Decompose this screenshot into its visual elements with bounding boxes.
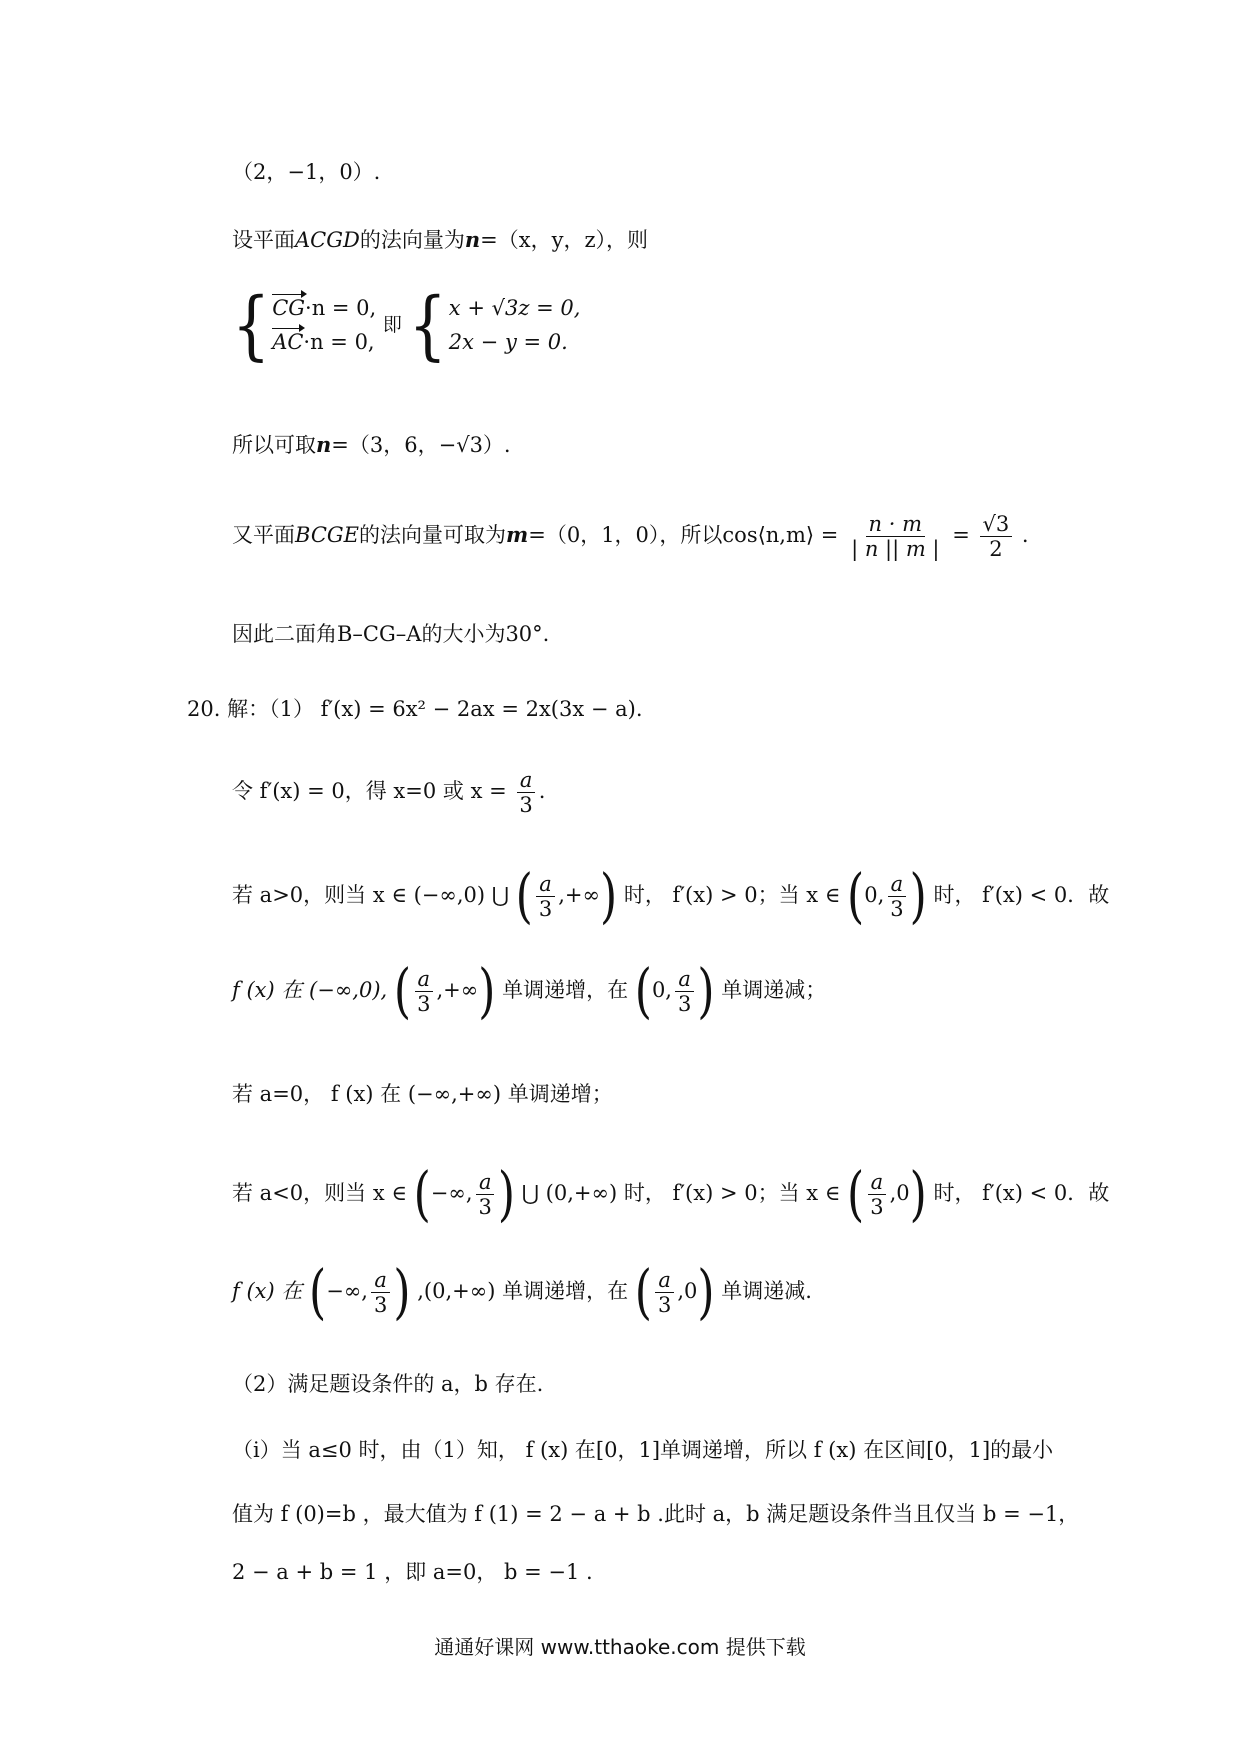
text-line-6: 因此二面角B–CG–A的大小为30°. (232, 622, 550, 646)
question-20: 20. 解：（1） f′(x) = 6x² − 2ax = 2x(3x − a). (187, 697, 643, 721)
text-line-14: （2）满足题设条件的 a，b 存在. (232, 1372, 544, 1396)
text-line-15: （i）当 a≤0 时，由（1）知， f (x) 在[0，1]单调递增，所以 f (x) 在区间[0，1]的最小 (232, 1438, 1054, 1462)
text-line-1: （2，−1，0）. (232, 160, 381, 184)
text-line-11: 若 a=0， f (x) 在 (−∞,+∞) 单调递增； (232, 1082, 613, 1106)
page-footer: 通通好课网 www.tthaoke.com 提供下载 (434, 1635, 806, 1659)
text-line-2: 设平面ACGD的法向量为n=（x，y，z），则 (232, 227, 649, 252)
text-line-12: 若 a<0，则当 x ∈ (−∞, $\frac{a}{3}$ ) ⋃ (0,+∞) 时， f′(x) > 0；当 x ∈ ( $\frac{a}{3}$ ,0) 时， f′(x) < 0．故 (232, 1159, 1110, 1229)
text-line-13: f (x) 在 (−∞, $\frac{a}{3}$ ) ,(0,+∞) 单调递增，在 ( $\frac{a}{3}$ ,0) 单调递减. (232, 1257, 812, 1327)
text-line-17: 2 − a + b = 1 ，即 a=0， b = −1 . (232, 1560, 593, 1584)
equation-system: { CG·n = 0, AC·n = 0, 即 { x + √3z = 0, 2x − y = 0. (232, 281, 581, 370)
text-line-4: 所以可取n=（3，6，−√3）. (232, 432, 511, 457)
text-line-9: 若 a>0，则当 x ∈ (−∞,0) ⋃ ( $\frac{a}{3}$ ,+∞) 时， f′(x) > 0；当 x ∈ (0, $\frac{a}{3}$ ) 时， f′(x) < 0．故 (232, 861, 1110, 931)
text-line-5: 又平面BCGE的法向量可取为m=（0，1，0），所以cos⟨n,m⟩ = $\frac{n \cdot m}{| n || m |}$ = $\frac{√3}{2}$ . (232, 512, 1029, 562)
text-line-10: f (x) 在 (−∞,0), ( $\frac{a}{3}$ ,+∞) 单调递增，在 (0, $\frac{a}{3}$ ) 单调递减； (232, 956, 827, 1026)
text-line-16: 值为 f (0)=b ，最大值为 f (1) = 2 − a + b .此时 a，b 满足题设条件当且仅当 b = −1， (232, 1502, 1080, 1526)
text-line-8: 令 f′(x) = 0，得 x=0 或 x = $\frac{a}{3}$ . (232, 768, 546, 818)
